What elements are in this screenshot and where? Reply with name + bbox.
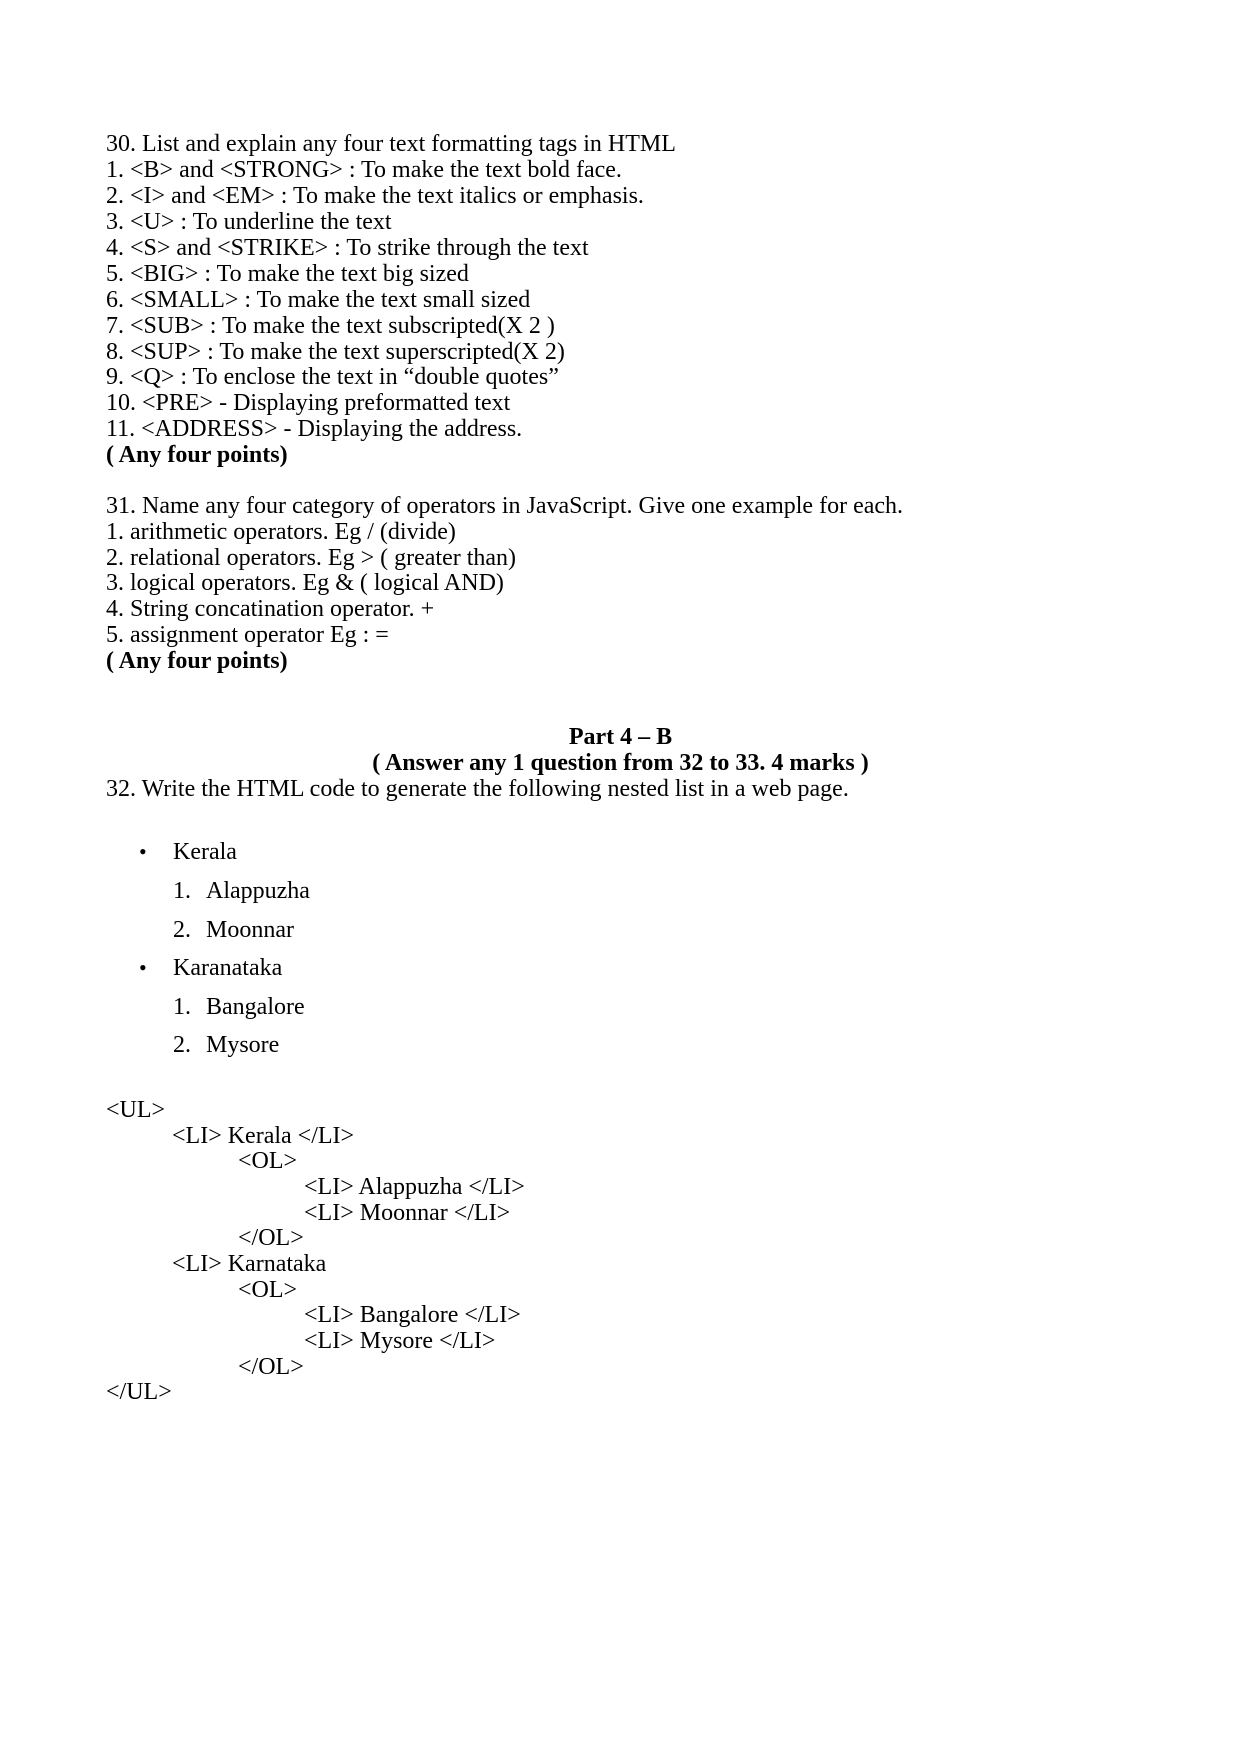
code-line: <OL>	[238, 1277, 298, 1303]
q30-item: 11. <ADDRESS> - Displaying the address.	[106, 416, 523, 442]
q31-note: ( Any four points)	[106, 648, 288, 674]
code-line: <LI> Kerala </LI>	[172, 1123, 355, 1149]
q30-item: 3. <U> : To underline the text	[106, 209, 392, 235]
list-item: Alappuzha	[206, 878, 310, 904]
q30-item: 2. <I> and <EM> : To make the text italics or emphasis.	[106, 183, 644, 209]
q32-title: 32. Write the HTML code to generate the following nested list in a web page.	[106, 776, 849, 802]
list-item-number: 1.	[173, 878, 191, 904]
code-line: </UL>	[106, 1379, 172, 1405]
part-subheading: ( Answer any 1 question from 32 to 33. 4 marks )	[372, 750, 869, 776]
list-item: Mysore	[206, 1032, 280, 1058]
q30-title: 30. List and explain any four text formatting tags in HTML	[106, 131, 676, 157]
q30-item: 1. <B> and <STRONG> : To make the text bold face.	[106, 157, 622, 183]
bullet-icon: •	[139, 839, 147, 864]
code-line: </OL>	[238, 1225, 304, 1251]
q31-item: 4. String concatination operator. +	[106, 596, 435, 622]
q30-item: 8. <SUP> : To make the text superscripted(X 2)	[106, 339, 565, 365]
list-item-number: 2.	[173, 1032, 191, 1058]
code-line: <LI> Mysore </LI>	[304, 1328, 496, 1354]
q31-title: 31. Name any four category of operators in JavaScript. Give one example for each.	[106, 493, 904, 519]
list-item-number: 1.	[173, 994, 191, 1020]
code-line: </OL>	[238, 1354, 304, 1380]
q30-item: 4. <S> and <STRIKE> : To strike through the text	[106, 235, 589, 261]
q30-item: 7. <SUB> : To make the text subscripted(X 2 )	[106, 313, 555, 339]
code-line: <UL>	[106, 1097, 166, 1123]
q31-item: 3. logical operators. Eg & ( logical AND)	[106, 570, 504, 596]
code-line: <LI> Alappuzha </LI>	[304, 1174, 525, 1200]
part-heading: Part 4 – B	[568, 724, 673, 750]
list-item-number: 2.	[173, 917, 191, 943]
code-line: <LI> Bangalore </LI>	[304, 1302, 521, 1328]
q30-item: 9. <Q> : To enclose the text in “double quotes”	[106, 364, 559, 390]
list-item: Moonnar	[206, 917, 294, 943]
q30-item: 5. <BIG> : To make the text big sized	[106, 261, 469, 287]
list-item: Bangalore	[206, 994, 305, 1020]
q31-item: 2. relational operators. Eg > ( greater than)	[106, 545, 517, 571]
q30-item: 10. <PRE> - Displaying preformatted text	[106, 390, 511, 416]
list-item: Karanataka	[173, 955, 283, 981]
code-line: <OL>	[238, 1148, 298, 1174]
list-item: Kerala	[173, 839, 237, 865]
code-line: <LI> Moonnar </LI>	[304, 1200, 511, 1226]
bullet-icon: •	[139, 955, 147, 980]
q31-item: 5. assignment operator Eg : =	[106, 622, 389, 648]
q30-note: ( Any four points)	[106, 442, 288, 468]
code-line: <LI> Karnataka	[172, 1251, 327, 1277]
q31-item: 1. arithmetic operators. Eg / (divide)	[106, 519, 456, 545]
q30-item: 6. <SMALL> : To make the text small sized	[106, 287, 531, 313]
